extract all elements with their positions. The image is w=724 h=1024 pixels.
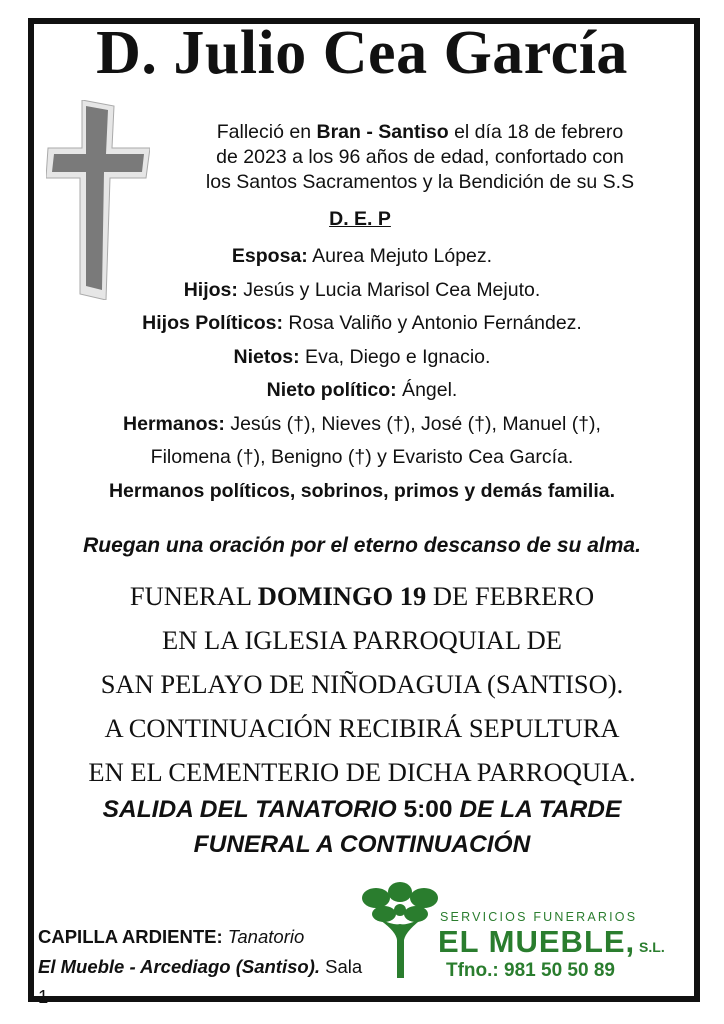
rip-heading: D. E. P <box>329 208 391 230</box>
departure-info: SALIDA DEL TANATORIO 5:00 DE LA TARDE FUNERAL A CONTINUACIÓN <box>102 796 622 858</box>
other-family-line: Hermanos políticos, sobrinos, primos y demás familia. <box>108 479 616 502</box>
siblings-line: Hermanos: Jesús (†), Nieves (†), José (†), Manuel (†), <box>123 412 601 435</box>
family-list <box>40 240 684 508</box>
grandchildren-line: Nietos: Eva, Diego e Ignacio. <box>233 345 491 368</box>
logo-services-text: SERVICIOS FUNERARIOS <box>440 910 638 924</box>
prayer-request: Ruegan una oración por el eterno descanso de su alma. <box>83 534 641 557</box>
tree-logo-icon <box>360 880 440 980</box>
funeral-home-logo <box>360 880 680 980</box>
deceased-name: D. Julio Cea García <box>96 19 628 87</box>
death-place: Bran - Santiso <box>316 121 449 143</box>
funeral-date: DOMINGO 19 <box>257 581 427 611</box>
siblings-line-2: Filomena (†), Benigno (†) y Evaristo Cea García. <box>150 446 574 468</box>
children-line: Hijos: Jesús y Lucia Marisol Cea Mejuto. <box>183 278 541 301</box>
death-announcement: Falleció en Bran - Santiso el día 18 de febrero de 2023 a los 96 años de edad, confortado con los Santos Sacramentos y la Bendición de su S.S <box>205 121 635 193</box>
in-laws-line: Hijos Políticos: Rosa Valiño y Antonio Fernández. <box>142 312 582 334</box>
logo-company-name: EL MUEBLE, S.L. <box>438 924 665 959</box>
departure-time: 5:00 <box>403 796 453 823</box>
grandchild-in-law-line: Nieto político: Ángel. <box>266 379 458 401</box>
logo-phone: Tfno.: 981 50 50 89 <box>446 960 615 981</box>
chapel-info: CAPILLA ARDIENTE: Tanatorio El Mueble - Arcediago (Santiso). Sala 1 <box>38 926 363 1007</box>
funeral-details: FUNERAL DOMINGO 19 DE FEBRERO EN LA IGLESIA PARROQUIAL DE SAN PELAYO DE NIÑODAGUIA (SANTISO). A CONTINUACIÓN RECIBIRÁ SEPULTURA EN EL CEMENTERIO DE DICHA PARROQUIA. <box>88 581 636 787</box>
spouse-line: Esposa: Aurea Mejuto López. <box>231 245 493 267</box>
